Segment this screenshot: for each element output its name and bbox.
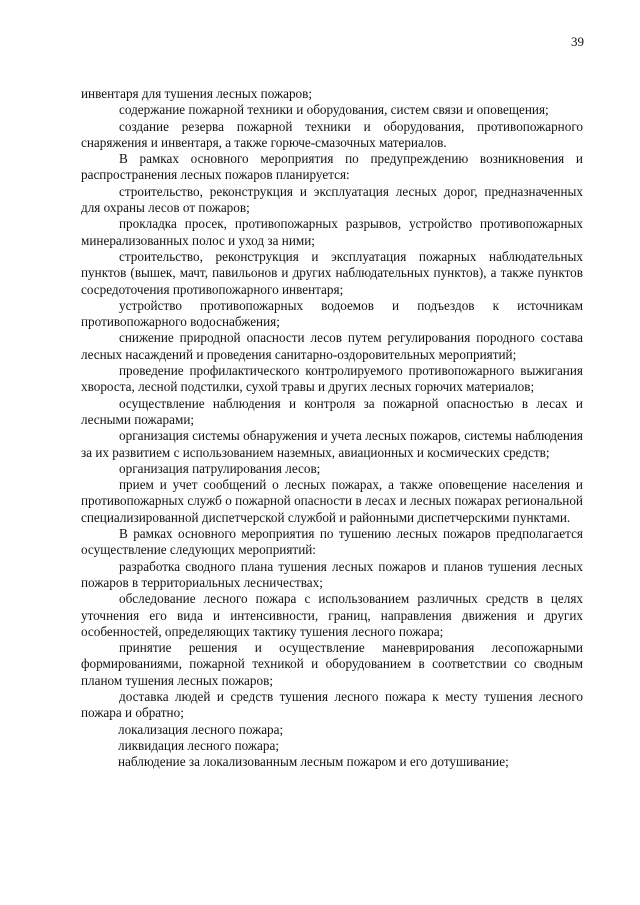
paragraph: снижение природной опасности лесов путем регулирования породного состава лесных насаждений и проведения санитарно-оздоровительных мероприятий; [81, 330, 583, 362]
paragraph: наблюдение за локализованным лесным пожаром и его дотушивание; [118, 754, 509, 770]
paragraph: ликвидация лесного пожара; [118, 737, 280, 753]
paragraph: организация патрулирования лесов; [119, 460, 321, 476]
paragraph: инвентаря для тушения лесных пожаров; [81, 86, 313, 101]
paragraph: строительство, реконструкция и эксплуатация лесных дорог, предназначенных для охраны лесов от пожаров; [81, 183, 583, 216]
paragraph: В рамках основного мероприятия по тушению лесных пожаров предполагается осуществление следующих мероприятий: [81, 526, 583, 558]
page-number: 39 [571, 34, 584, 49]
paragraph: организация системы обнаружения и учета лесных пожаров, системы наблюдения за их развитием с использованием наземных, авиационных и космических средств; [81, 428, 583, 460]
paragraph: создание резерва пожарной техники и оборудования, противопожарного снаряжения и инвентаря, а также горюче-смазочных материалов. [81, 118, 583, 150]
paragraph: В рамках основного мероприятия по предупреждению возникновения и распространения лесных пожаров планируется: [81, 151, 583, 183]
paragraph: доставка людей и средств тушения лесного пожара к месту тушения лесного пожара и обратно; [81, 688, 583, 721]
paragraph: локализация лесного пожара; [118, 721, 284, 737]
paragraph: строительство, реконструкция и эксплуатация пожарных наблюдательных пунктов (вышек, мачт, павильонов и других наблюдательных пунктов), а также пунктов сосредоточения противопожарного инвентаря; [81, 248, 583, 297]
paragraph: разработка сводного плана тушения лесных пожаров и планов тушения лесных пожаров в территориальных лесничествах; [81, 558, 583, 590]
paragraph: прием и учет сообщений о лесных пожарах, а также оповещение населения и противопожарных служб о пожарной опасности в лесах и лесных пожарах региональной специализированной диспетчерской службой и районными диспетчерскими пунктами. [81, 477, 583, 525]
paragraph: проведение профилактического контролируемого противопожарного выжигания хвороста, лесной подстилки, сухой травы и других лесных горючих материалов; [81, 363, 583, 395]
paragraph: содержание пожарной техники и оборудования, систем связи и оповещения; [119, 102, 549, 118]
paragraph: принятие решения и осуществление маневрирования лесопожарными формированиями, пожарной техникой и оборудованием в соответствии со сводным планом тушения лесных пожаров; [81, 640, 583, 688]
paragraph: устройство противопожарных водоемов и подъездов к источникам противопожарного водоснабжения; [81, 297, 583, 330]
paragraph: осуществление наблюдения и контроля за пожарной опасностью в лесах и лесными пожарами; [81, 395, 583, 427]
paragraph: обследование лесного пожара с использованием различных средств в целях уточнения его вида и интенсивности, границ, направления движения и других особенностей, определяющих тактику тушения лесного пожара; [81, 591, 583, 639]
paragraph: прокладка просек, противопожарных разрывов, устройство противопожарных минерализованных полос и уход за ними; [81, 216, 583, 248]
document-body [81, 86, 583, 770]
